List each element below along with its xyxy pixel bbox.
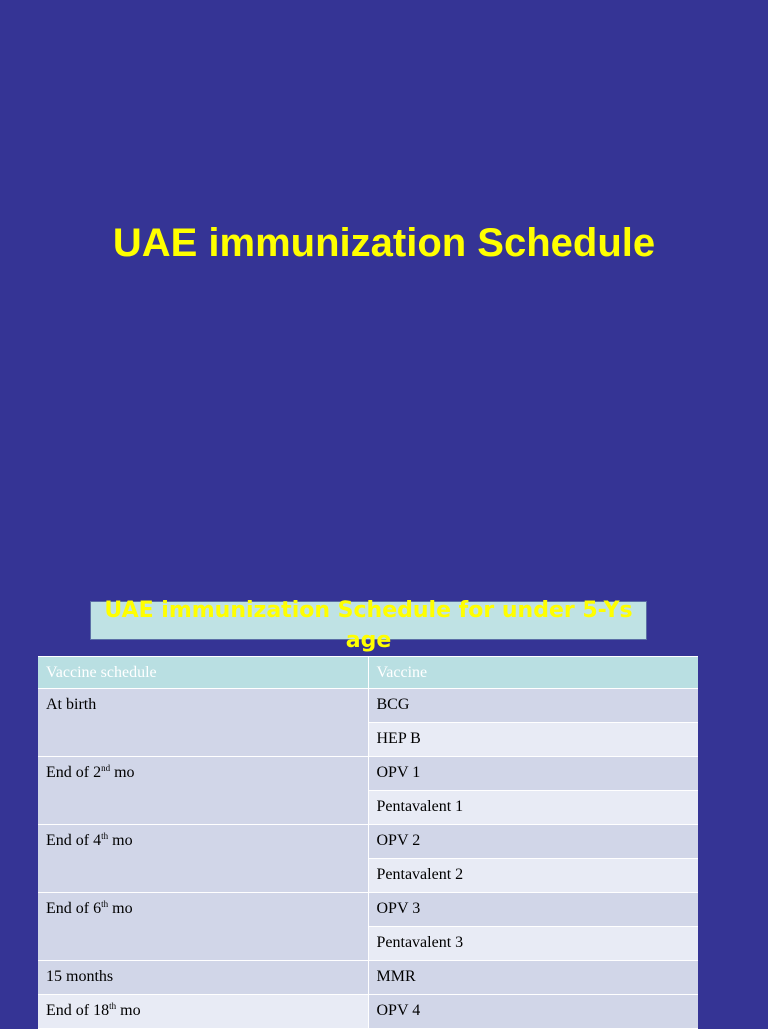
vaccine-cell: HEP B: [368, 723, 698, 757]
schedule-text: End of 6: [46, 900, 102, 917]
schedule-text: 15 months: [46, 968, 114, 985]
schedule-text: End of 18: [46, 1002, 110, 1019]
table-body: [38, 689, 698, 1029]
table-row: [38, 893, 698, 927]
vaccine-cell: BCG: [368, 689, 698, 723]
table-row: [38, 689, 698, 723]
schedule-ordinal: th: [101, 899, 109, 909]
vaccine-cell: MMR: [368, 961, 698, 995]
vaccine-cell: OPV 1: [368, 757, 698, 791]
table-row: [38, 825, 698, 859]
header-vaccine: Vaccine: [368, 657, 698, 689]
schedule-text: End of 4: [46, 832, 102, 849]
schedule-ordinal: nd: [101, 763, 111, 773]
header-vaccine-schedule: Vaccine schedule: [38, 657, 368, 689]
table-header-row: [38, 657, 698, 689]
vaccine-cell: OPV 3: [368, 893, 698, 927]
immunization-table: [38, 656, 698, 1029]
schedule-unit: mo: [116, 1002, 141, 1019]
schedule-unit: mo: [108, 832, 133, 849]
schedule-unit: mo: [108, 900, 133, 917]
schedule-cell: [38, 689, 368, 757]
schedule-cell: [38, 961, 368, 995]
schedule-cell: [38, 825, 368, 893]
vaccine-cell: OPV 2: [368, 825, 698, 859]
slide-title: UAE immunization Schedule: [112, 221, 656, 265]
table-caption: UAE immunization Schedule for under 5-Ys age: [104, 598, 633, 653]
table-row: [38, 961, 698, 995]
schedule-text: End of 2: [46, 764, 102, 781]
schedule-unit: mo: [110, 764, 135, 781]
schedule-cell: [38, 757, 368, 825]
vaccine-cell: Pentavalent 2: [368, 859, 698, 893]
schedule-ordinal: th: [109, 1001, 117, 1011]
schedule-ordinal: th: [101, 831, 109, 841]
schedule-text: At birth: [46, 696, 97, 713]
table-row: [38, 995, 698, 1029]
vaccine-cell: Pentavalent 3: [368, 927, 698, 961]
table-caption-box: [90, 598, 647, 653]
schedule-cell: [38, 995, 368, 1029]
schedule-cell: [38, 893, 368, 961]
table-row: [38, 757, 698, 791]
vaccine-cell: OPV 4: [368, 995, 698, 1029]
vaccine-cell: Pentavalent 1: [368, 791, 698, 825]
